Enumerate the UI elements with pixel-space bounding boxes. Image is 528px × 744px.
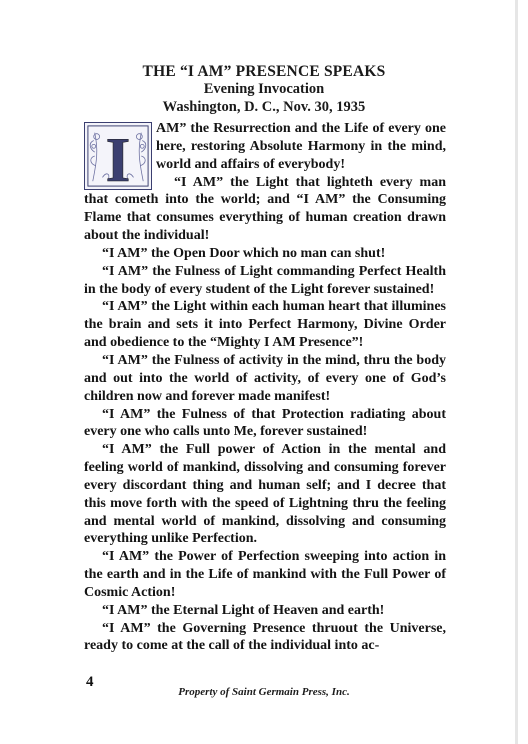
paragraph: “I AM” the Open Door which no man can shut! [102, 245, 386, 261]
page-number: 4 [86, 674, 94, 690]
paragraph: “I AM” the Power of Perfection sweeping into action in the earth and in the Life of mankind with the Full Power of Cosmic Action! [84, 549, 446, 600]
paragraph: “I AM” the Eternal Light of Heaven and earth! [102, 602, 385, 618]
paragraph: “I AM” the Fulness of Light commanding Perfect Health in the body of every student of the Light forever sustained! [84, 263, 446, 297]
place-date-line: Washington, D. C., Nov. 30, 1935 [162, 99, 366, 115]
page-title: THE “I AM” PRESENCE SPEAKS [142, 63, 386, 80]
invocation-text [84, 120, 446, 655]
paragraph: “I AM” the Fulness of that Protection radiating about every one who calls unto Me, forever sustained! [84, 406, 446, 440]
footer-copyright: Property of Saint Germain Press, Inc. [178, 686, 350, 698]
paragraph: “I AM” the Light within each human heart that illumines the brain and sets it into Perfect Harmony, Divine Order and obedience to the “Mighty I AM Presence”! [84, 299, 446, 351]
paragraph [84, 120, 446, 174]
paragraph: “I AM” the Light that lighteth every man that cometh into the world; and “I AM” the Consuming Flame that consumes everything of human creation drawn about the individual! [84, 174, 446, 244]
paragraph: “I AM” the Fulness of activity in the mind, thru the body and out into the world of activity, of every one of God’s children now and forever made manifest! [84, 352, 446, 404]
drop-cap-letter: I [105, 124, 131, 189]
paragraph: “I AM” the Governing Presence thruout the Universe, ready to come at the call of the individual into ac- [84, 620, 446, 654]
drop-cap-spacer [84, 120, 156, 190]
page-subtitle: Evening Invocation [203, 81, 325, 97]
paragraph: “I AM” the Full power of Action in the mental and feeling world of mankind, dissolving and consuming forever every discordant thing and human self; and I decree that this move forth with the speed of Lightning thru the feeling and mental world of mankind, dissolving and consuming everything unlike Perfection. [84, 442, 446, 547]
paragraph-text: AM” the Resurrection and the Life of every one here, restoring Absolute Harmony in the mind, world and affairs of everybody! [156, 121, 446, 172]
